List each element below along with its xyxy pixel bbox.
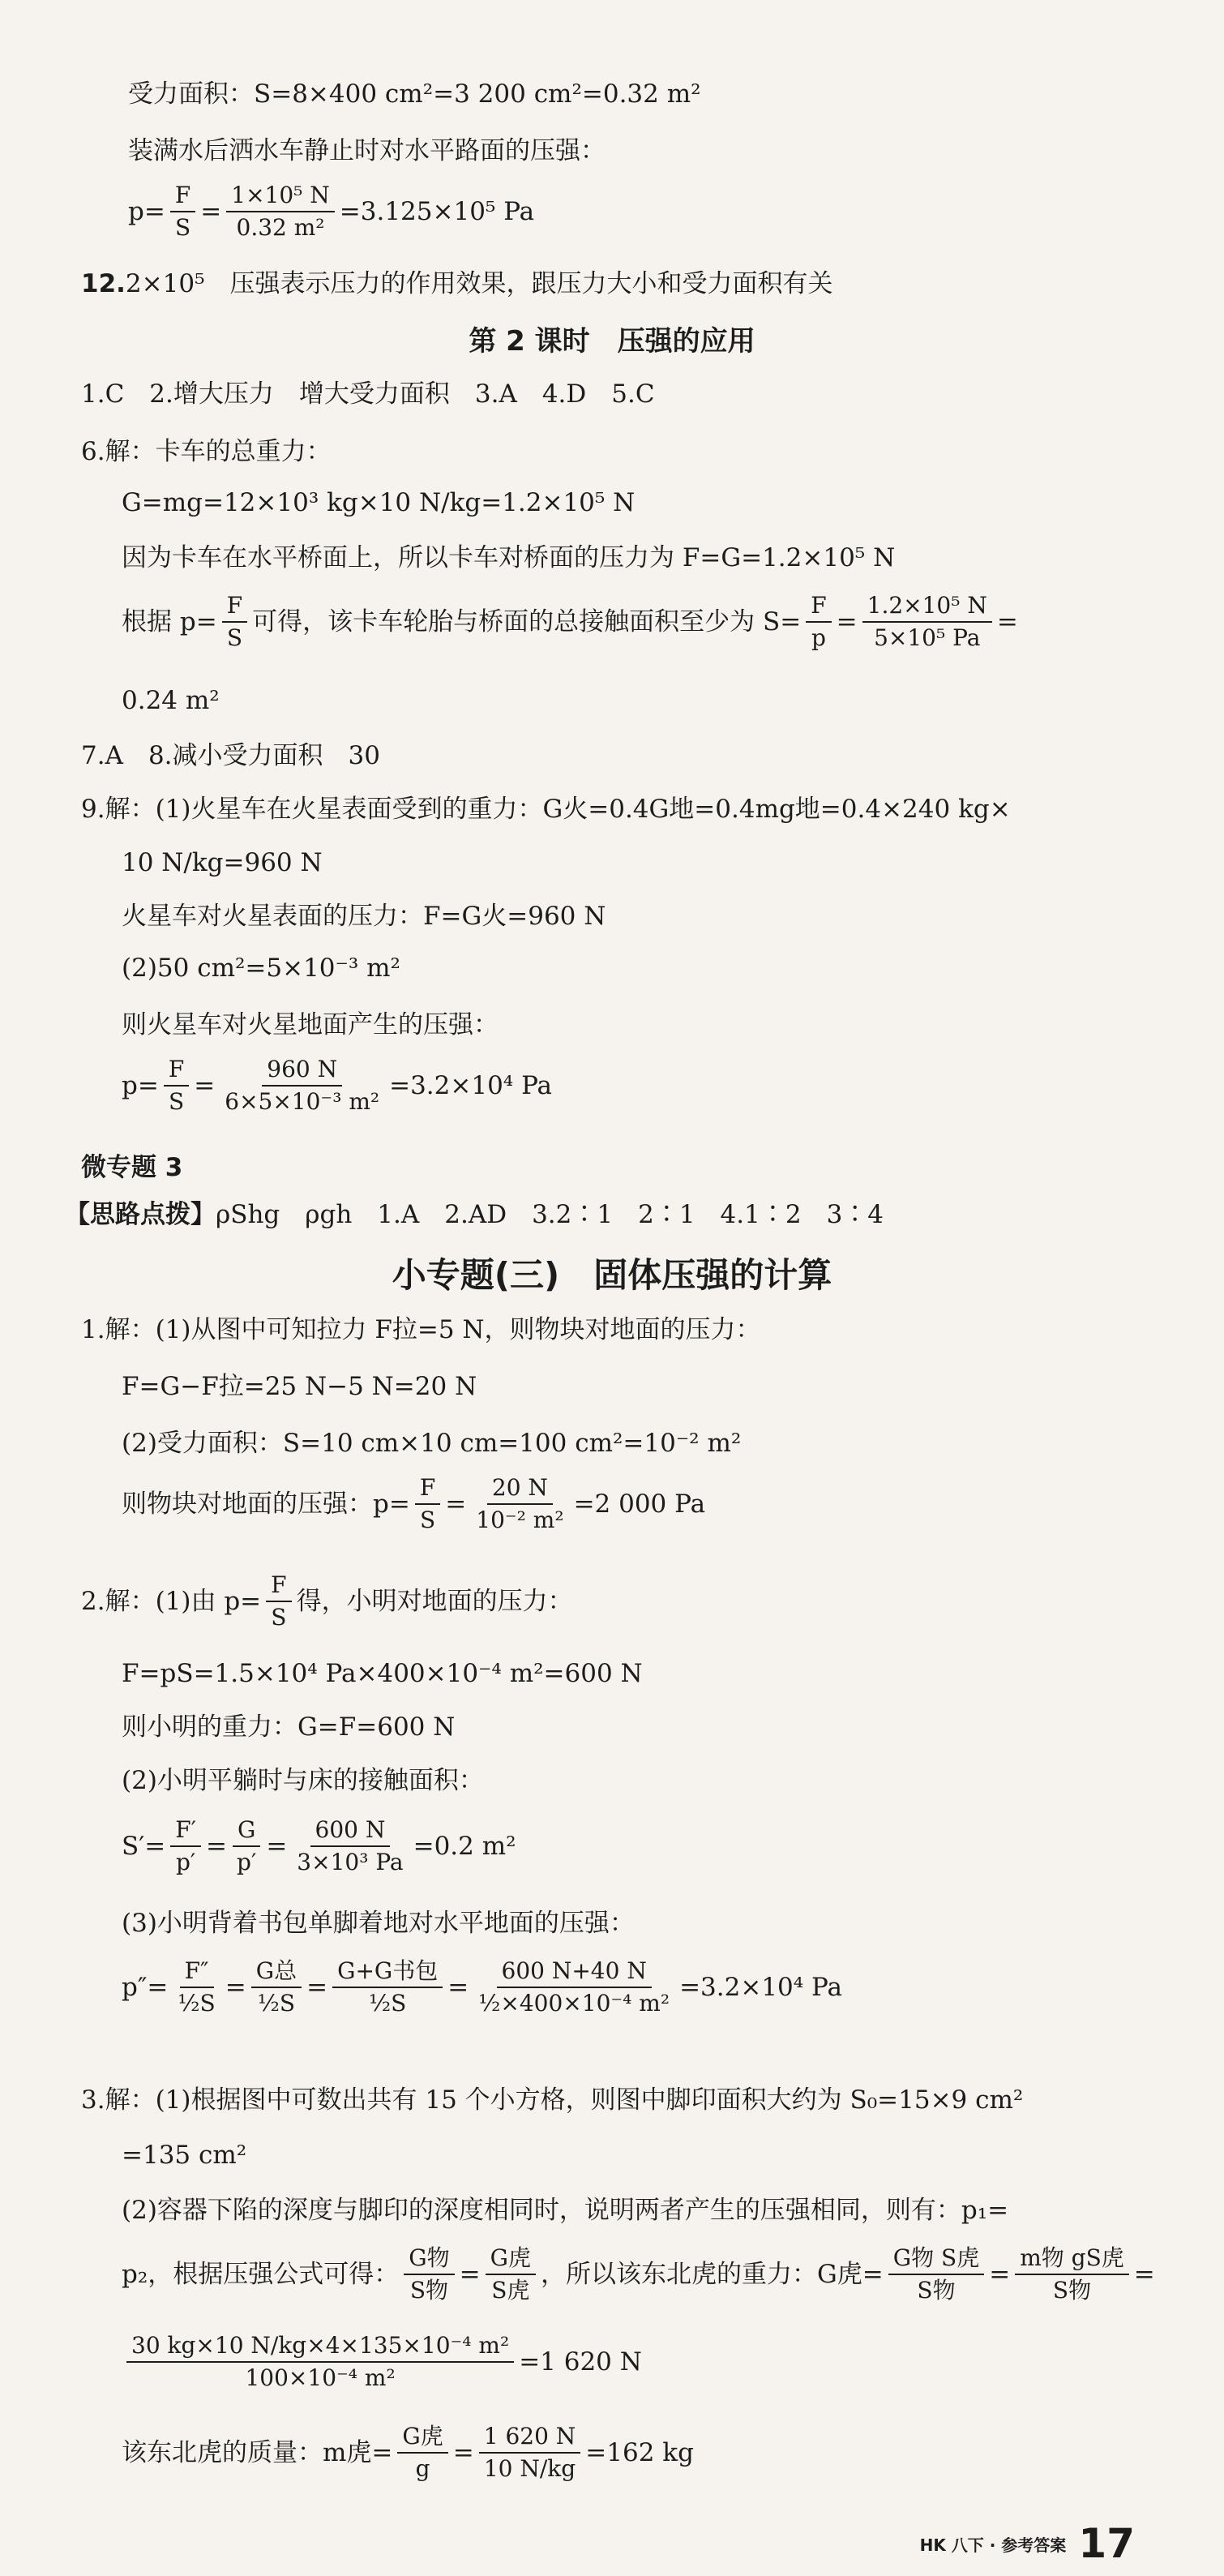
footer-tag: HK 八下 · 参考答案 bbox=[919, 2535, 1067, 2555]
fraction: $\frac{\text{1×10⁵ N}}{\text{0.32 m²}}$ bbox=[226, 182, 335, 242]
fraction: $\frac{960 N}{\text{6×5×10⁻³ m²}}$ bbox=[225, 1056, 380, 1115]
section-heading-special3: 小专题(三) 固体压强的计算 bbox=[392, 1255, 832, 1295]
fraction: $\frac{F}{p}$ bbox=[806, 592, 831, 652]
section-heading-lesson2: 第 2 课时 压强的应用 bbox=[469, 325, 755, 358]
fraction: $\frac{G}{p'}$ bbox=[232, 1816, 261, 1876]
line-force: F=G−F拉=25 N−5 N=20 N bbox=[122, 1372, 477, 1401]
formula-line: 根据 p= $\frac{F}{S}$ 可得，该卡车轮胎与桥面的总接触面积至少为 S= $\frac{F}{p}$ = $\frac{\text{1.2×10⁵ N}}{\text{5×10⁵ Pa}}$ = bbox=[122, 592, 1018, 651]
fraction: $\frac{600 N}{\text{3×10³ Pa}}$ bbox=[297, 1816, 404, 1875]
line-weight: 则小明的重力：G=F=600 N bbox=[122, 1712, 456, 1742]
fraction: $\frac{F}{S}$ bbox=[266, 1571, 291, 1631]
formula-line: S′= $\frac{F'}{p'}$ = $\frac{G}{p'}$ = $\frac{600 N}{\text{3×10³ Pa}}$ =0.2 m² bbox=[122, 1816, 516, 1875]
fraction: $\frac{\text{1.2×10⁵ N}}{\text{5×10⁵ Pa}}$ bbox=[862, 592, 992, 652]
line-area: (2)受力面积：S=10 cm×10 cm=100 cm²=10⁻² m² bbox=[122, 1429, 742, 1458]
special-question-1: 1.解：(1)从图中可知拉力 F拉=5 N，则物块对地面的压力： bbox=[81, 1315, 761, 1344]
question-9: 9.解：(1)火星车在火星表面受到的重力：G火=0.4G地=0.4mg地=0.4×240 kg× bbox=[81, 795, 1011, 824]
page-footer bbox=[920, 2520, 1135, 2567]
special-question-3: 3.解：(1)根据图中可数出共有 15 个小方格，则图中脚印面积大约为 S₀=15×9 cm² bbox=[81, 2085, 1024, 2115]
fraction: $\frac{\text{G物}}{\text{S物}}$ bbox=[404, 2244, 454, 2304]
formula-line: 该东北虎的质量：m虎= $\frac{\text{G虎}}{g}$ = $\frac{1 620 N}{10 N/kg}$ =162 kg bbox=[122, 2423, 694, 2482]
fraction: $\frac{\text{G虎}}{g}$ bbox=[397, 2423, 447, 2483]
line-force: F=pS=1.5×10⁴ Pa×400×10⁻⁴ m²=600 N bbox=[122, 1659, 643, 1688]
line-mars-weight: 10 N/kg=960 N bbox=[122, 848, 323, 877]
line-contact-area: (2)小明平躺时与床的接触面积： bbox=[122, 1766, 484, 1795]
fraction: $\frac{20 N}{\text{10⁻² m²}}$ bbox=[476, 1474, 564, 1533]
formula-line: p₂，根据压强公式可得： $\frac{\text{G物}}{\text{S物}}$ = $\frac{\text{G虎}}{\text{S虎}}$ ，所以该东北虎的重力：G虎= $\frac{\text{G物 S虎}}{\text{S物}}$ = $\frac{\text{m物 gS虎}}{\text{S物}}$ = bbox=[122, 2244, 1155, 2304]
line-depth-compare: (2)容器下陷的深度与脚印的深度相同时，说明两者产生的压强相同，则有：p₁= bbox=[122, 2196, 1009, 2225]
question-6: 6.解：卡车的总重力： bbox=[81, 437, 332, 466]
fraction: $\frac{\text{G+G书包}}{\text{½S}}$ bbox=[332, 1957, 443, 2017]
line-force: 因为卡车在水平桥面上，所以卡车对桥面的压力为 F=G=1.2×10⁵ N bbox=[122, 543, 896, 572]
formula-line: p= $\frac{F}{S}$ = $\frac{\text{1×10⁵ N}}{\text{0.32 m²}}$ =3.125×10⁵ Pa bbox=[128, 182, 535, 241]
line-gravity: G=mg=12×10³ kg×10 N/kg=1.2×10⁵ N bbox=[122, 488, 636, 517]
line-pressure-intro: 则火星车对火星地面产生的压强： bbox=[122, 1010, 499, 1039]
answers-1-5: 1.C 2.增大压力 增大受力面积 3.A 4.D 5.C bbox=[81, 379, 655, 409]
fraction: $\frac{F'}{p'}$ bbox=[170, 1816, 201, 1876]
line-area-result: =135 cm² bbox=[122, 2141, 247, 2170]
line-area: 受力面积：S=8×400 cm²=3 200 cm²=0.32 m² bbox=[128, 79, 701, 109]
line-pressure-intro: 装满水后洒水车静止时对水平路面的压强： bbox=[128, 136, 606, 165]
formula-line: $\frac{\text{30 kg×10 N/kg×4×135×10⁻⁴ m²}}{\text{100×10⁻⁴ m²}}$ =1 620 N bbox=[122, 2332, 642, 2392]
fraction: $\frac{\text{G物 S虎}}{\text{S物}}$ bbox=[888, 2244, 984, 2304]
answers-7-8: 7.A 8.减小受力面积 30 bbox=[81, 741, 380, 770]
fraction: $\frac{F}{S}$ bbox=[170, 182, 195, 242]
line-mars-force: 火星车对火星表面的压力：F=G火=960 N bbox=[122, 902, 606, 931]
fraction: $\frac{\text{m物 gS虎}}{\text{S物}}$ bbox=[1015, 2244, 1129, 2304]
fraction: $\frac{\text{G虎}}{\text{S虎}}$ bbox=[486, 2244, 536, 2304]
fraction: $\frac{F''}{\text{½S}}$ bbox=[178, 1957, 216, 2017]
fraction: $\frac{F}{S}$ bbox=[415, 1474, 440, 1534]
thinking-tips: 【思路点拨】ρShg ρgh 1.A 2.AD 3.2∶1 2∶1 4.1∶2 3∶4 bbox=[65, 1200, 884, 1229]
line-area-convert: (2)50 cm²=5×10⁻³ m² bbox=[122, 954, 400, 983]
fraction: $\frac{F}{S}$ bbox=[164, 1056, 189, 1116]
fraction: $\frac{F}{S}$ bbox=[222, 592, 247, 652]
special-question-2: 2.解：(1)由 p= $\frac{F}{S}$ 得，小明对地面的压力： bbox=[81, 1571, 573, 1631]
question-12: 12.2×10⁵ 压强表示压力的作用效果，跟压力大小和受力面积有关 bbox=[81, 269, 833, 298]
formula-line: p″= $\frac{F''}{\text{½S}}$ = $\frac{\text{G总}}{\text{½S}}$ = $\frac{\text{G+G书包}}{\text{½S}}$ = $\frac{600 N+40 N}{\text{½×400×10⁻⁴ m²}}$ =3.2×10⁴ Pa bbox=[122, 1957, 843, 2017]
formula-line: p= $\frac{F}{S}$ = $\frac{960 N}{\text{6×5×10⁻³ m²}}$ =3.2×10⁴ Pa bbox=[122, 1056, 553, 1115]
fraction: $\frac{\text{G总}}{\text{½S}}$ bbox=[251, 1957, 302, 2017]
fraction: $\frac{\text{30 kg×10 N/kg×4×135×10⁻⁴ m²}}{\text{100×10⁻⁴ m²}}$ bbox=[126, 2332, 514, 2392]
micro-topic-3: 微专题 3 bbox=[81, 1153, 183, 1182]
line-result: 0.24 m² bbox=[122, 686, 220, 715]
formula-line: 则物块对地面的压强：p= $\frac{F}{S}$ = $\frac{20 N}{\text{10⁻² m²}}$ =2 000 Pa bbox=[122, 1474, 706, 1533]
page-number: 17 bbox=[1078, 2520, 1135, 2567]
line-pressure-intro: (3)小明背着书包单脚着地对水平地面的压强： bbox=[122, 1909, 635, 1938]
fraction: $\frac{1 620 N}{10 N/kg}$ bbox=[479, 2423, 581, 2483]
fraction: $\frac{600 N+40 N}{\text{½×400×10⁻⁴ m²}}$ bbox=[478, 1957, 670, 2017]
